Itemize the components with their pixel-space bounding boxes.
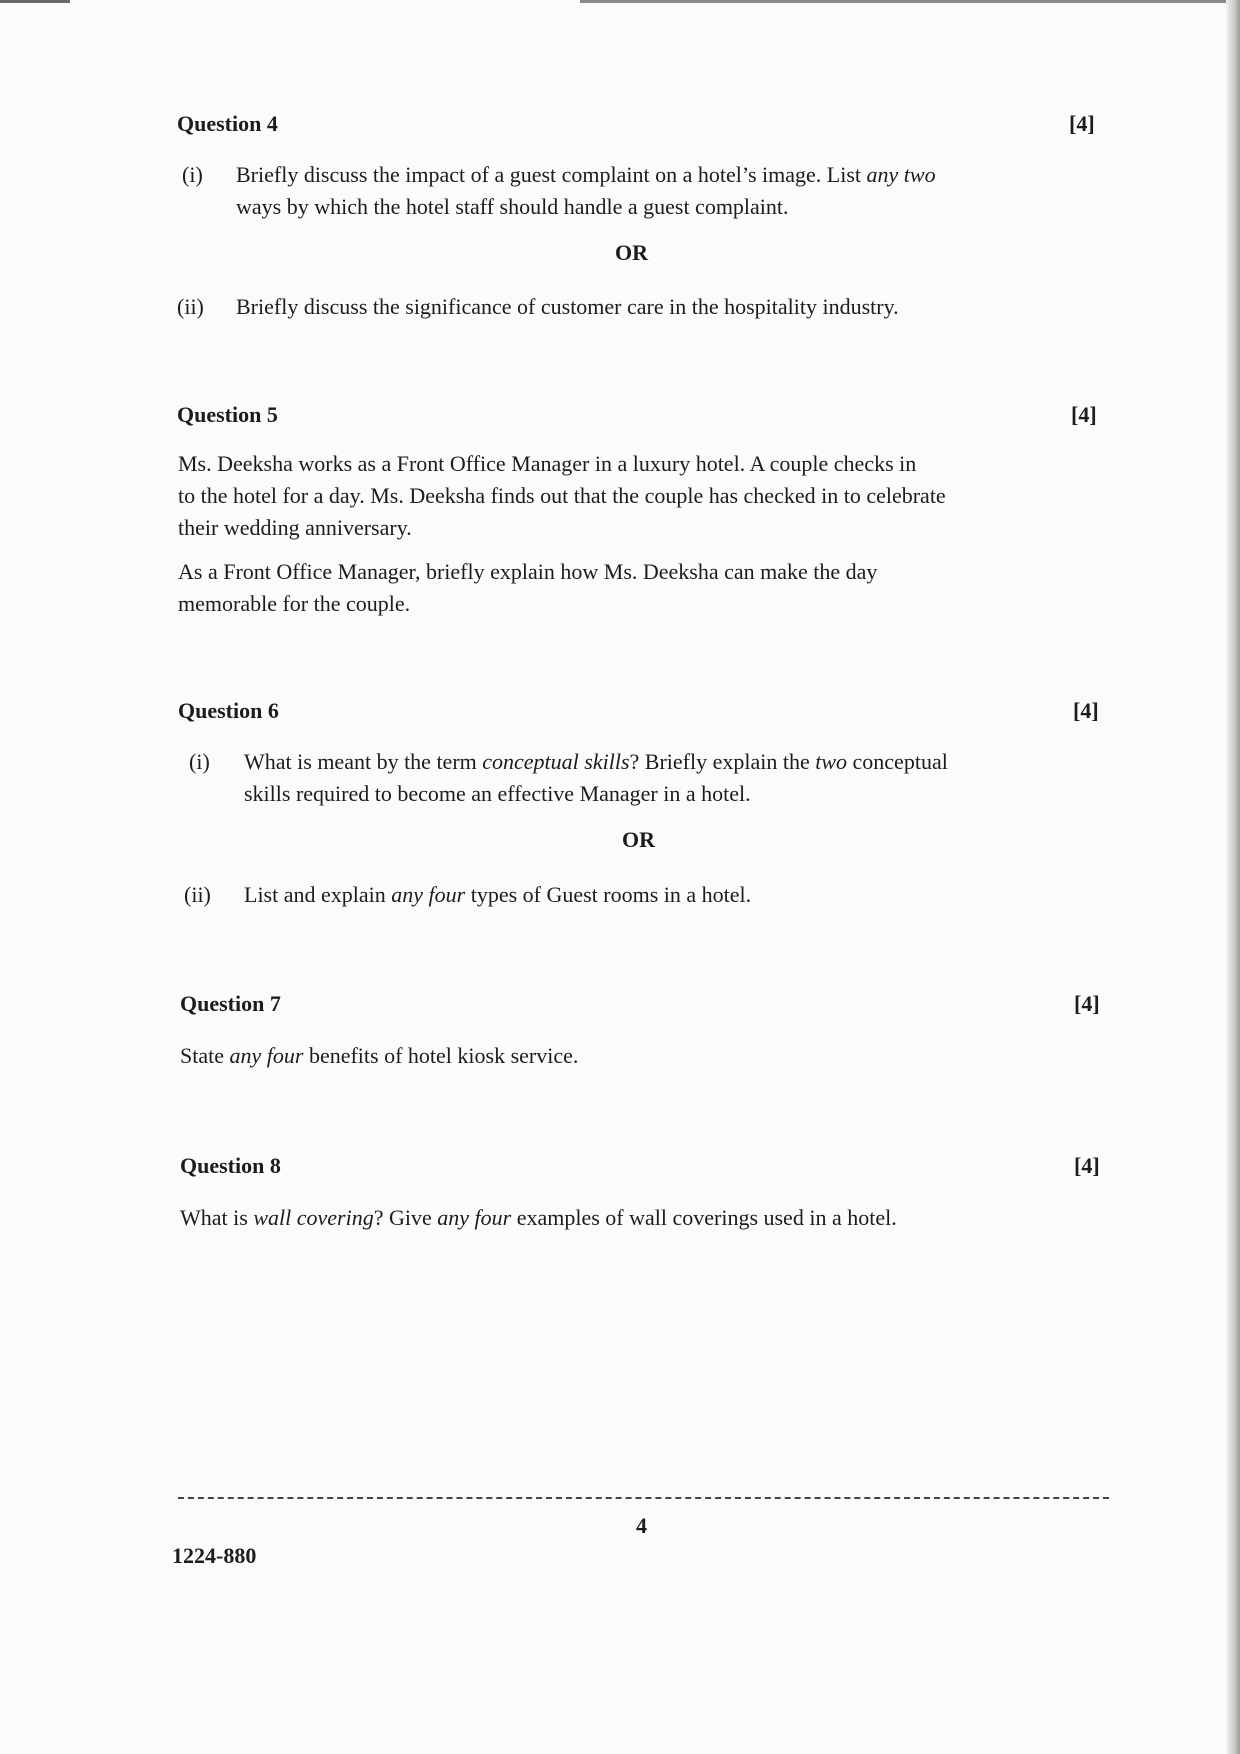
- question-7-text: State any four benefits of hotel kiosk service.: [180, 1043, 579, 1068]
- option-ii-text: List and explain any four types of Guest rooms in a hotel.: [244, 882, 752, 907]
- scan-right-edge: [1226, 0, 1240, 1754]
- scan-top-edge: [0, 0, 1240, 3]
- question-4-marks: [4]: [1069, 111, 1095, 136]
- option-ii-number: (ii): [184, 882, 211, 907]
- question-5-heading: Question 5: [177, 402, 278, 427]
- option-i-text: What is meant by the term conceptual skills? Briefly explain the two conceptual skills required to become an effective Manager in a hotel.: [244, 749, 948, 806]
- question-6-or: OR: [622, 827, 655, 852]
- question-5-paragraph-2: As a Front Office Manager, briefly explain how Ms. Deeksha can make the day memorable for the couple.: [178, 559, 878, 616]
- page-number: 4: [636, 1513, 647, 1538]
- question-7-marks: [4]: [1074, 991, 1100, 1016]
- option-ii-number: (ii): [177, 294, 204, 319]
- question-5-marks: [4]: [1071, 402, 1097, 427]
- question-5-paragraph-1: Ms. Deeksha works as a Front Office Manager in a luxury hotel. A couple checks in to the hotel for a day. Ms. Deeksha finds out that the couple has checked in to celebrate their wedding anniversary.: [178, 451, 946, 540]
- paper-code: 1224-880: [172, 1543, 257, 1568]
- question-6-marks: [4]: [1073, 698, 1099, 723]
- question-7-heading: Question 7: [180, 991, 281, 1016]
- option-i-number: (i): [182, 162, 203, 187]
- footer-divider: [178, 1497, 1109, 1499]
- question-8-text: What is wall covering? Give any four examples of wall coverings used in a hotel.: [180, 1205, 897, 1230]
- question-4-heading: Question 4: [177, 111, 278, 136]
- option-ii-text: Briefly discuss the significance of customer care in the hospitality industry.: [236, 294, 899, 319]
- option-i-number: (i): [189, 749, 210, 774]
- question-8-marks: [4]: [1074, 1153, 1100, 1178]
- question-8-heading: Question 8: [180, 1153, 281, 1178]
- question-6-heading: Question 6: [178, 698, 279, 723]
- question-4-or: OR: [615, 240, 648, 265]
- option-i-text: Briefly discuss the impact of a guest complaint on a hotel’s image. List any two ways by which the hotel staff should handle a guest complaint.: [236, 162, 936, 219]
